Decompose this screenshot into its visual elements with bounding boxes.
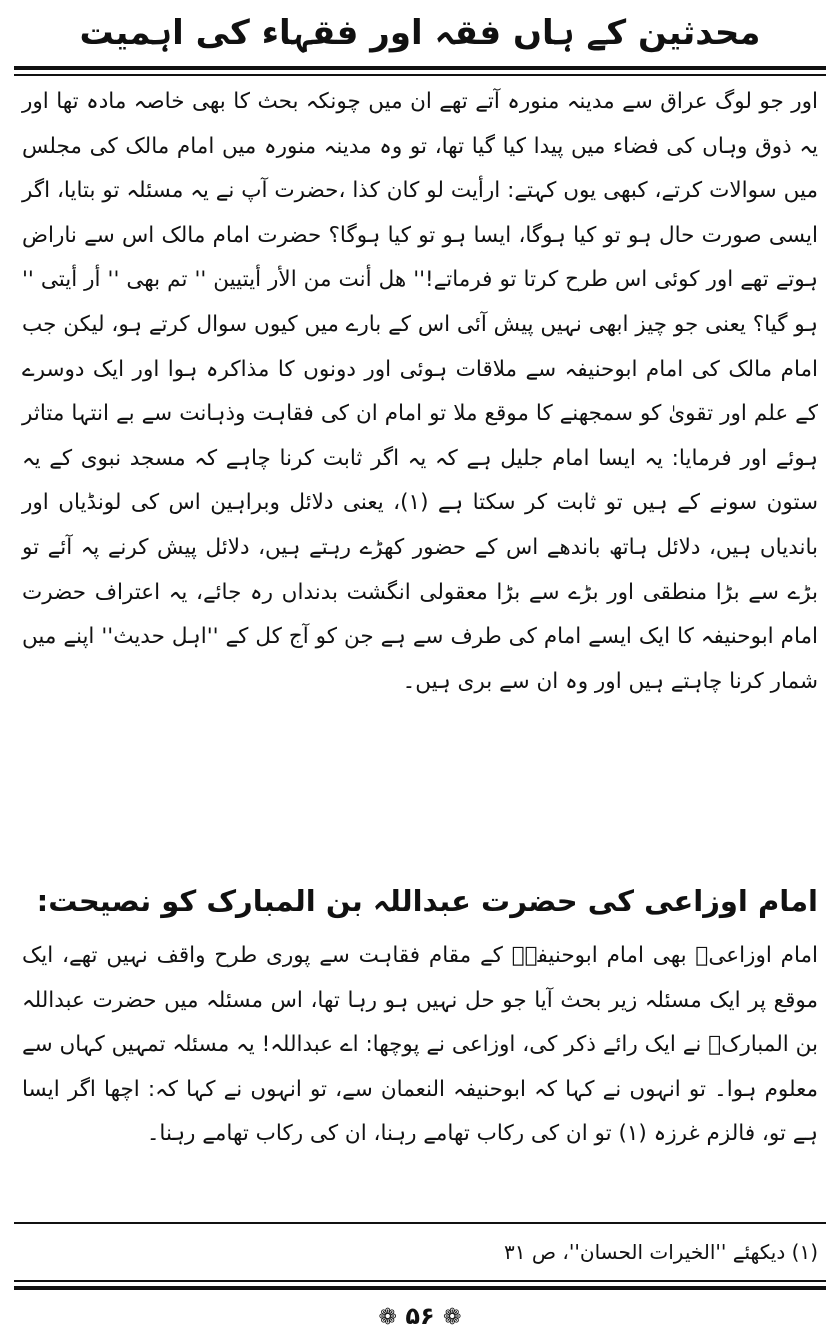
ornament-right-icon: ❁ [443, 1305, 462, 1330]
paragraph: اور جو لوگ عراق سے مدینہ منورہ آتے تھے ان میں چونکہ بحث کا بھی خاصہ مادہ تھا اور یہ ذوق وہاں کی فضاء میں پیدا کیا گیا تھا، تو وہ مدینہ منورہ میں امام مالک کی مجلس میں سوالات کرتے، کبھی یوں کہتے: ارأیت لو کان کذا ،حضرت آپ نے یہ مسئلہ تو بتایا، اگر ایسی صورت حال ہو تو کیا ہوگا، ایسا ہو تو کیا ہوگا؟ حضرت امام مالک اس سے ناراض ہوتے تھے اور کوئی اس طرح کرتا تو فرماتے!'' ھل أنت من الأر أیتیین '' تم بھی '' أر أیتی '' ہو گیا؟ یعنی جو چیز ابھی نہیں پیش آئی اس کے بارے میں کیوں سوال کرتے ہو، لیکن جب امام مالک کی امام ابوحنیفہ سے ملاقات ہوئی اور دونوں کا مذاکرہ ہوا اور ایک دوسرے کے علم اور تقویٰ کو سمجھنے کا موقع ملا تو امام ان کی فقاہت وذہانت سے بے انتہا متاثر ہوئے اور فرمایا: یہ ایسا امام جلیل ہے کہ یہ اگر ثابت کرنا چاہے کہ مسجد نبوی کے یہ ستون سونے کے ہیں تو ثابت کر سکتا ہے (۱)، یعنی دلائل وبراہین اس کی لونڈیاں اور باندیاں ہیں، دلائل ہاتھ باندھے اس کے حضور کھڑے رہتے ہیں، دلائل پیش کرنے پہ آئے تو بڑے سے بڑا منطقی اور بڑے سے بڑا معقولی انگشت بدنداں رہ جائے، یہ اعتراف حضرت امام ابوحنیفہ کا ایک ایسے امام کی طرف سے ہے جن کو آج کل کے ''اہل حدیث'' اپنے میں شمار کرنا چاہتے ہیں اور وہ ان سے بری ہیں۔ [22, 89, 818, 694]
page-number: ۵۶ [405, 1302, 435, 1330]
body-text [22, 80, 818, 704]
footnote-rule [14, 1222, 826, 1224]
page-title: محدثین کے ہاں فقہ اور فقہاء کی اہمیت [79, 13, 761, 53]
section-body [22, 934, 818, 1157]
header-rule-thick [14, 66, 826, 70]
footnote: (۱) دیکھئے ''الخیرات الحسان''، ص ۳۱ [504, 1240, 818, 1264]
header-rule-thin [14, 74, 826, 76]
section-heading: امام اوزاعی کی حضرت عبداللہ بن المبارک کو نصیحت: [36, 884, 818, 918]
ornament-left-icon: ❁ [378, 1305, 397, 1330]
footer-rule-thick [14, 1286, 826, 1290]
paragraph: امام اوزاعیؒ بھی امام ابوحنیفہؒ کے مقام فقاہت سے پوری طرح واقف نہیں تھے، ایک موقع پر ایک مسئلہ زیر بحث آیا جو حل نہیں ہو رہا تھا، اس مسئلہ میں حضرت عبداللہ بن المبارکؒ نے ایک رائے ذکر کی، اوزاعی نے پوچھا: اے عبداللہ! یہ مسئلہ تمہیں کہاں سے معلوم ہوا۔ تو انہوں نے کہا کہ ابوحنیفہ النعمان سے، تو انہوں نے کہا کہ: اچھا اگر ایسا ہے تو، فالزم غرزہ (۱) تو ان کی رکاب تھامے رہنا، ان کی رکاب تھامے رہنا۔ [22, 943, 818, 1147]
footer-rule-thin [14, 1280, 826, 1282]
page-number-block [0, 1294, 840, 1340]
